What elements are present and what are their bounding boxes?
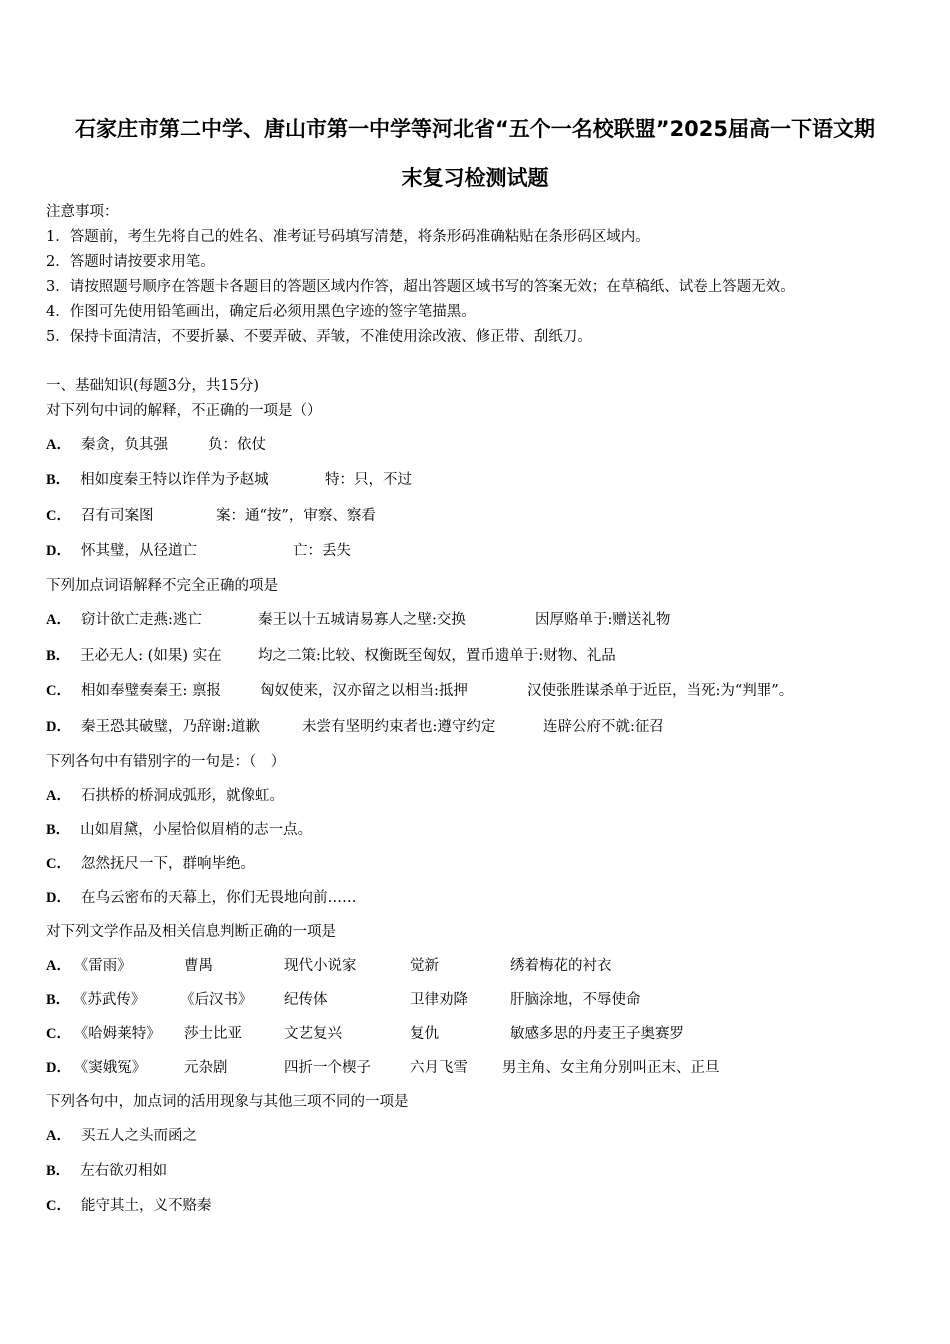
- option-label: C．: [46, 683, 71, 699]
- option-cell: 绣着梅花的衬衣: [510, 958, 612, 974]
- option-cell: 纪传体: [284, 992, 328, 1008]
- question-stem: 下列各句中有错别字的一句是：（ ）: [46, 754, 286, 770]
- question-stem: 下列各句中，加点词的活用现象与其他三项不同的一项是: [46, 1094, 409, 1110]
- option-gloss: 案：通“按”，审察、察看: [216, 508, 376, 524]
- option-label: D．: [46, 1060, 71, 1076]
- option-label: B．: [46, 648, 71, 664]
- option-text: 买五人之头而函之: [80, 1128, 197, 1144]
- option-a: [46, 956, 132, 976]
- option-a: [46, 1126, 197, 1146]
- option-label: B．: [46, 472, 71, 488]
- option-a: [46, 610, 202, 630]
- option-c: [46, 506, 153, 526]
- option-c: [46, 1196, 211, 1216]
- page-title-line-2: 末复习检测试题: [401, 166, 549, 190]
- option-text: 均之二策:比较、权衡既至匈奴，置币遗单于:财物、礼品: [258, 648, 616, 664]
- option-text: 《哈姆莱特》: [80, 1026, 161, 1042]
- option-gloss: 负：依仗: [208, 437, 266, 453]
- notice-item: 1．答题前，考生先将自己的姓名、准考证号码填写清楚，将条形码准确粘贴在条形码区域内。: [46, 229, 650, 245]
- option-a: [46, 435, 168, 455]
- option-b: [46, 1161, 167, 1181]
- option-label: A．: [46, 1128, 71, 1144]
- option-label: C．: [46, 856, 71, 872]
- option-cell: 元杂剧: [184, 1060, 228, 1076]
- option-text: 《窦娥冤》: [80, 1060, 147, 1076]
- option-text: 连辟公府不就:征召: [543, 719, 664, 735]
- option-text: 《苏武传》: [80, 992, 146, 1008]
- option-cell: 莎士比亚: [184, 1026, 242, 1042]
- notice-item: 5．保持卡面清洁，不要折暴、不要弄破、弄皱，不准使用涂改液、修正带、刮纸刀。: [46, 329, 592, 345]
- option-b: [46, 646, 222, 666]
- option-label: A．: [46, 437, 71, 453]
- option-d: [46, 717, 260, 737]
- option-label: B．: [46, 992, 71, 1008]
- section-heading: 一、基础知识(每题3分，共15分): [46, 378, 259, 394]
- option-a: [46, 786, 284, 806]
- option-text: 相如奉璧奏秦王: 禀报: [80, 683, 221, 699]
- option-cell: 敏感多思的丹麦王子奥赛罗: [510, 1026, 684, 1042]
- option-text: 忽然抚尺一下，群响毕绝。: [80, 856, 255, 872]
- option-text: 山如眉黛，小屋恰似眉梢的志一点。: [80, 822, 313, 838]
- option-text: 因厚赂单于:赠送礼物: [535, 612, 671, 628]
- option-label: C．: [46, 508, 71, 524]
- option-d: [46, 541, 197, 561]
- option-label: A．: [46, 788, 71, 804]
- option-text: 左右欲刃相如: [80, 1163, 168, 1179]
- option-label: B．: [46, 822, 71, 838]
- option-text: 怀其璧，从径道亡: [80, 543, 197, 559]
- option-cell: 现代小说家: [284, 958, 357, 974]
- option-label: D．: [46, 719, 71, 735]
- option-label: D．: [46, 890, 71, 906]
- option-cell: 曹禺: [184, 958, 213, 974]
- option-cell: 文艺复兴: [284, 1026, 342, 1042]
- option-c: [46, 1024, 161, 1044]
- question-stem: 对下列文学作品及相关信息判断正确的一项是: [46, 924, 336, 940]
- option-text: 汉使张胜谋杀单于近臣，当死:为“判罪”。: [527, 683, 794, 699]
- option-text: 未尝有坚明约束者也:遵守约定: [302, 719, 496, 735]
- option-cell: 卫律劝降: [410, 992, 468, 1008]
- option-gloss: 亡：丢失: [293, 543, 351, 559]
- option-text: 秦贪，负其强: [80, 437, 168, 453]
- option-b: [46, 820, 312, 840]
- option-d: [46, 888, 356, 908]
- option-label: B．: [46, 1163, 71, 1179]
- option-cell: 《后汉书》: [180, 992, 253, 1008]
- option-text: 石拱桥的桥洞成弧形，就像虹。: [80, 788, 284, 804]
- option-text: 在乌云密布的天幕上，你们无畏地向前……: [80, 890, 357, 906]
- option-text: 王必无人: (如果) 实在: [80, 648, 222, 664]
- option-text: 相如度秦王特以诈佯为予赵城: [80, 472, 269, 488]
- option-label: A．: [46, 612, 71, 628]
- option-cell: 四折一个楔子: [284, 1060, 371, 1076]
- option-label: C．: [46, 1198, 71, 1214]
- notice-item: 3．请按照题号顺序在答题卡各题目的答题区域内作答，超出答题区域书写的答案无效；在草稿纸、试卷上答题无效。: [46, 279, 795, 295]
- option-text: 秦王以十五城请易寡人之壁:交换: [258, 612, 466, 628]
- option-gloss: 特：只，不过: [325, 472, 412, 488]
- option-text: 召有司案图: [80, 508, 154, 524]
- page-title-line-1: 石家庄市第二中学、唐山市第一中学等河北省“五个一名校联盟”2025届高一下语文期: [74, 117, 876, 141]
- option-cell: 六月飞雪: [410, 1060, 468, 1076]
- option-label: C．: [46, 1026, 71, 1042]
- notice-item: 4．作图可先使用铅笔画出，确定后必须用黑色字迹的签字笔描黑。: [46, 304, 476, 320]
- option-text: 匈奴使来，汉亦留之以相当:抵押: [260, 683, 468, 699]
- option-text: 能守其土，义不赂秦: [80, 1198, 212, 1214]
- option-d: [46, 1058, 146, 1078]
- question-stem: 对下列句中词的解释，不正确的一项是（）: [46, 403, 322, 419]
- option-cell: 男主角、女主角分别叫正末、正旦: [502, 1060, 720, 1076]
- notice-item: 2．答题时请按要求用笔。: [46, 254, 215, 270]
- option-label: D．: [46, 543, 71, 559]
- option-b: [46, 990, 145, 1010]
- option-text: 秦王恐其破璧，乃辞谢:道歉: [80, 719, 260, 735]
- option-b: [46, 470, 269, 490]
- option-cell: 觉新: [410, 958, 439, 974]
- option-text: 窃计欲亡走燕:逃亡: [80, 612, 202, 628]
- notice-heading: 注意事项：: [46, 204, 119, 220]
- option-cell: 复仇: [410, 1026, 439, 1042]
- option-c: [46, 681, 221, 701]
- option-c: [46, 854, 255, 874]
- option-text: 《雷雨》: [80, 958, 132, 974]
- question-stem: 下列加点词语解释不完全正确的项是: [46, 578, 278, 594]
- option-cell: 肝脑涂地，不辱使命: [510, 992, 641, 1008]
- option-label: A．: [46, 958, 71, 974]
